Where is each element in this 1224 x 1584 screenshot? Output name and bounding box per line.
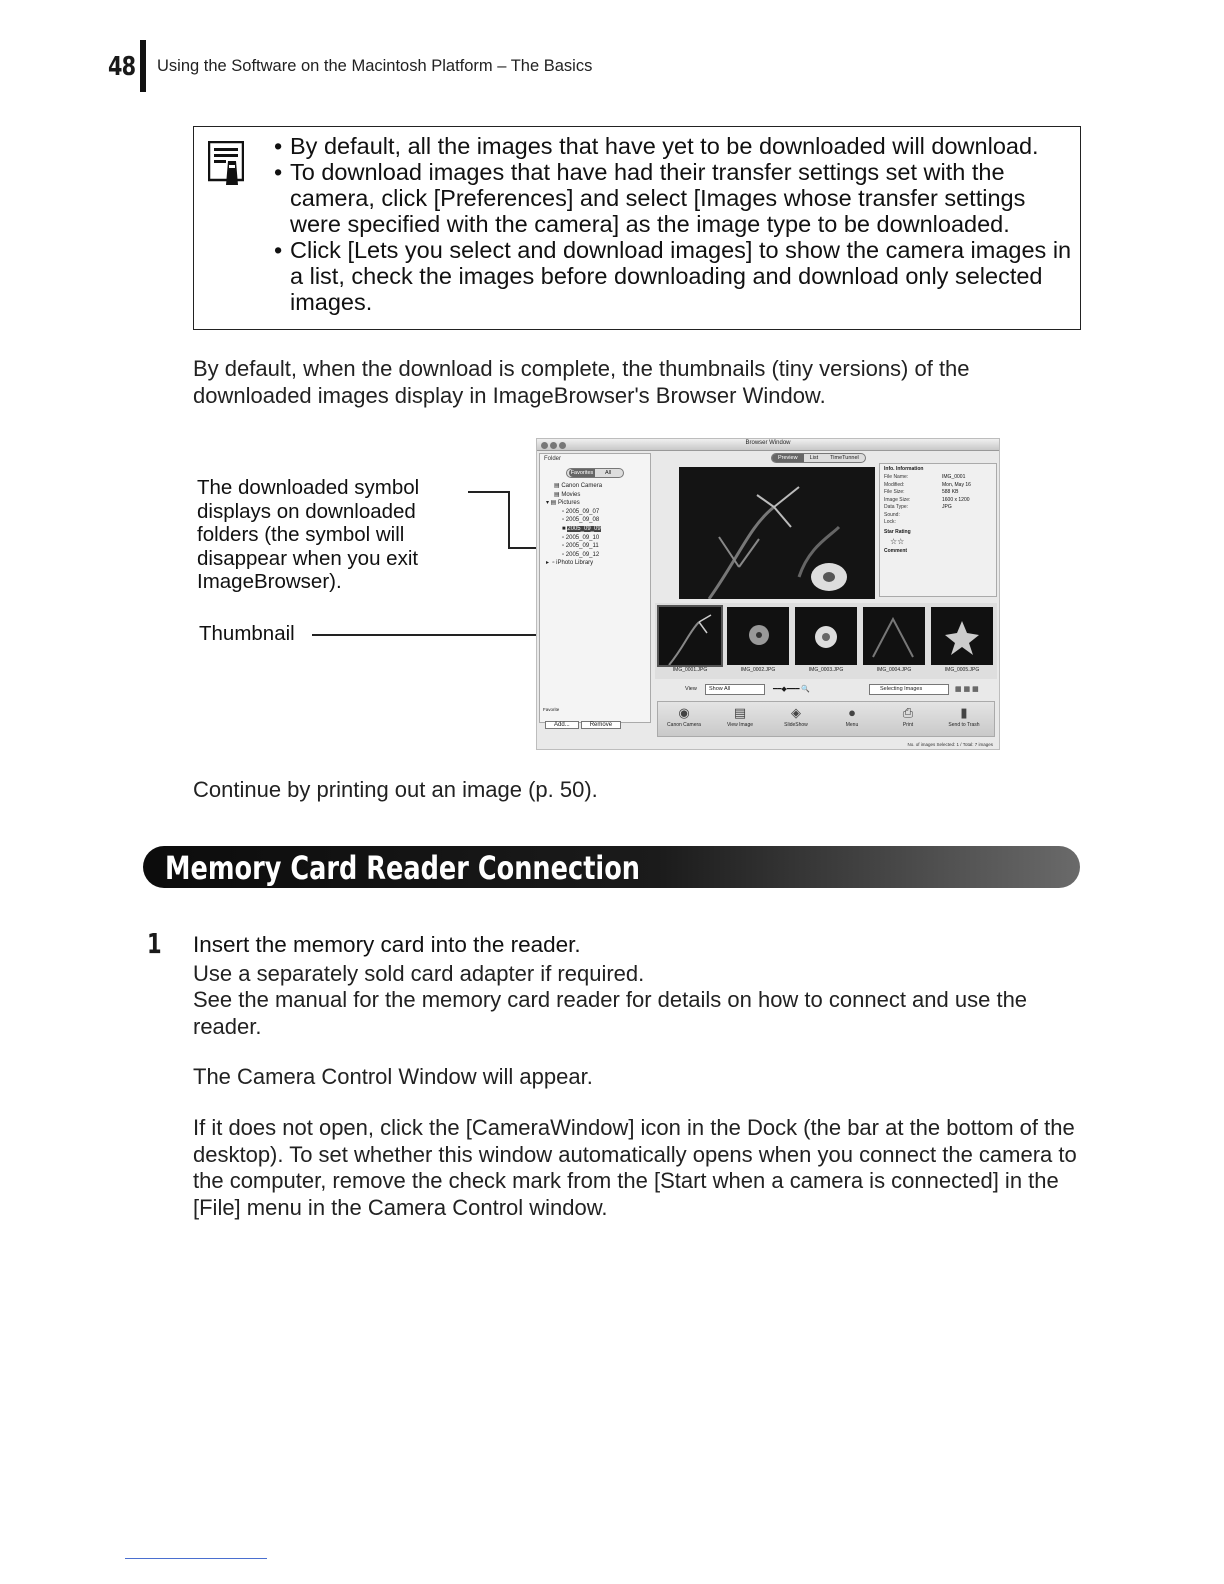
note-item: • Click [Lets you select and download images] to show the camera images in a list, check the images before downloading and download only selected images. [274,237,1074,315]
camera-tool-button[interactable]: ◉ Canon Camera [662,704,706,728]
menu-button[interactable]: ● Menu [830,704,874,728]
slideshow-button[interactable]: ◈ SlideShow [774,704,818,728]
info-row: Modified: Mon, May 16 [884,481,971,488]
section-title: Memory Card Reader Connection [165,849,641,887]
callout-thumbnail: Thumbnail [199,622,295,645]
slideshow-icon: ◈ [791,705,801,720]
note-list [274,133,1074,315]
note-item: • By default, all the images that have yet to be downloaded will download. [274,133,1074,159]
thumbnail-caption: IMG_0004.JPG [876,667,912,673]
info-row: Lock: [884,519,896,525]
thumbnail[interactable] [659,607,721,665]
tab-timetunnel[interactable]: TimeTunnel [830,455,859,461]
preview-image [679,467,875,599]
info-row: Image Size: 1600 x 1200 [884,496,970,503]
window-titlebar [537,439,999,451]
browser-window-screenshot [536,438,1000,750]
favorites-label: Favorite [543,707,560,712]
view-image-icon: ▤ [733,705,747,720]
folder-tree [546,482,650,568]
thumbnail-strip [655,603,997,679]
trash-button[interactable]: ▮ Send to Trash [942,704,986,728]
tree-item[interactable]: ▤ Canon Camera [554,483,603,489]
intro-paragraph: By default, when the download is complete, the thumbnails (tiny versions) of the downloaded images display in ImageBrowser's Browser Window. [193,356,970,408]
thumbnail[interactable] [931,607,993,665]
thumbnail[interactable] [727,607,789,665]
info-pane [879,463,997,597]
thumbnail-caption: IMG_0003.JPG [808,667,844,673]
callout-leader [508,491,510,549]
tab-favorites[interactable]: Favorites [570,470,594,476]
step-text: If it does not open, click the [CameraWindow] icon in the Dock (the bar at the bottom of the desktop). To set whether this window automatically opens when you connect the camera to the computer, remove the check mark from the [Start when a camera is connected] in the [File] menu in the Camera Control window. [193,1115,1077,1220]
header-rule [140,40,146,92]
step-number: 1 [147,927,162,960]
info-row: Data Type: JPG [884,504,952,510]
thumbnail-caption: IMG_0002.JPG [740,667,776,673]
info-row: Sound: [884,511,900,518]
footer-rule [125,1558,267,1559]
menu-icon: ● [848,705,856,720]
running-head: Using the Software on the Macintosh Platform – The Basics [157,57,593,75]
callout-downloaded-symbol: The downloaded symbol displays on downloaded folders (the symbol will disappear when you exit ImageBrowser). [197,476,420,593]
thumbnail-caption: IMG_0001.JPG [672,667,708,673]
tree-item[interactable]: ▫ 2005_09_11 [562,543,599,550]
print-button[interactable]: ⎙ Print [886,704,930,728]
flower-photo-icon [679,467,875,599]
tree-item[interactable]: ▫ 2005_09_10 [562,534,600,541]
layout-icon[interactable]: ▦ ▦ ▦ [955,686,979,693]
page-number: 48 [108,52,136,82]
thumbnail[interactable] [863,607,925,665]
continue-paragraph: Continue by printing out an image (p. 50). [193,777,598,802]
star-rating-icon[interactable]: ☆☆ [890,536,905,546]
section-banner [143,846,1080,888]
tab-preview[interactable]: Preview [772,454,804,462]
view-bar [655,683,997,697]
callout-leader [468,491,510,493]
folder-tabs [566,468,624,478]
info-heading: Info. Information [884,466,924,472]
tree-item[interactable]: ▫ 2005_09_12 [562,551,600,558]
tree-item[interactable]: ▾ ▤ Pictures [546,500,580,507]
add-button[interactable]: Add... [545,721,579,729]
step-text: See the manual for the memory card reader for details on how to connect and use the reader. [193,987,1028,1039]
tree-item[interactable]: ▸ ▫ iPhoto Library [546,560,594,567]
step-text: Use a separately sold card adapter if required. [193,961,645,986]
thumbnail-caption: IMG_0005.JPG [944,667,980,673]
view-image-button[interactable]: ▤ View Image [718,704,762,728]
thumbnail[interactable] [795,607,857,665]
folder-label: Folder [544,456,562,462]
tree-item-selected[interactable]: ■ 2005_09_09 [562,525,601,532]
tree-item[interactable]: ▤ Movies [554,491,581,498]
selecting-images-select[interactable]: Selecting Images [869,684,949,695]
info-row: File Size: 588 KB [884,489,959,495]
browser-toolbar [657,701,995,737]
remove-button[interactable]: Remove [581,721,621,729]
tree-item[interactable]: ▫ 2005_09_07 [562,508,600,515]
zoom-slider-icon[interactable]: ━━◆━━━ 🔍 [773,686,811,693]
view-label: View [685,686,697,692]
trash-icon: ▮ [960,705,968,720]
note-icon [208,141,244,187]
tab-all[interactable]: All [604,470,612,476]
window-title: Browser Window [745,440,791,446]
info-row: File Name: IMG_0001 [884,474,966,480]
view-select[interactable]: Show All [705,684,765,695]
camera-icon: ◉ [678,705,690,720]
note-box [193,126,1081,330]
folder-pane [539,453,651,723]
viewer-tabs [771,453,866,463]
tree-item[interactable]: ▫ 2005_09_08 [562,517,600,524]
star-rating-label: Star Rating [884,528,911,535]
tab-list[interactable]: List [809,455,819,461]
step-title: Insert the memory card into the reader. [193,932,581,957]
step-text: The Camera Control Window will appear. [193,1064,593,1089]
note-item: • To download images that have had their transfer settings set with the camera, click [Preferences] and select [Images whose transfer settings were specified with the camera] as the image type to be downloaded. [274,159,1074,237]
status-line: No. of images Selected: 1 / Total: 7 images [907,742,993,747]
comment-label: Comment [884,547,908,554]
print-icon: ⎙ [902,705,914,720]
favorites-buttons [545,721,623,729]
